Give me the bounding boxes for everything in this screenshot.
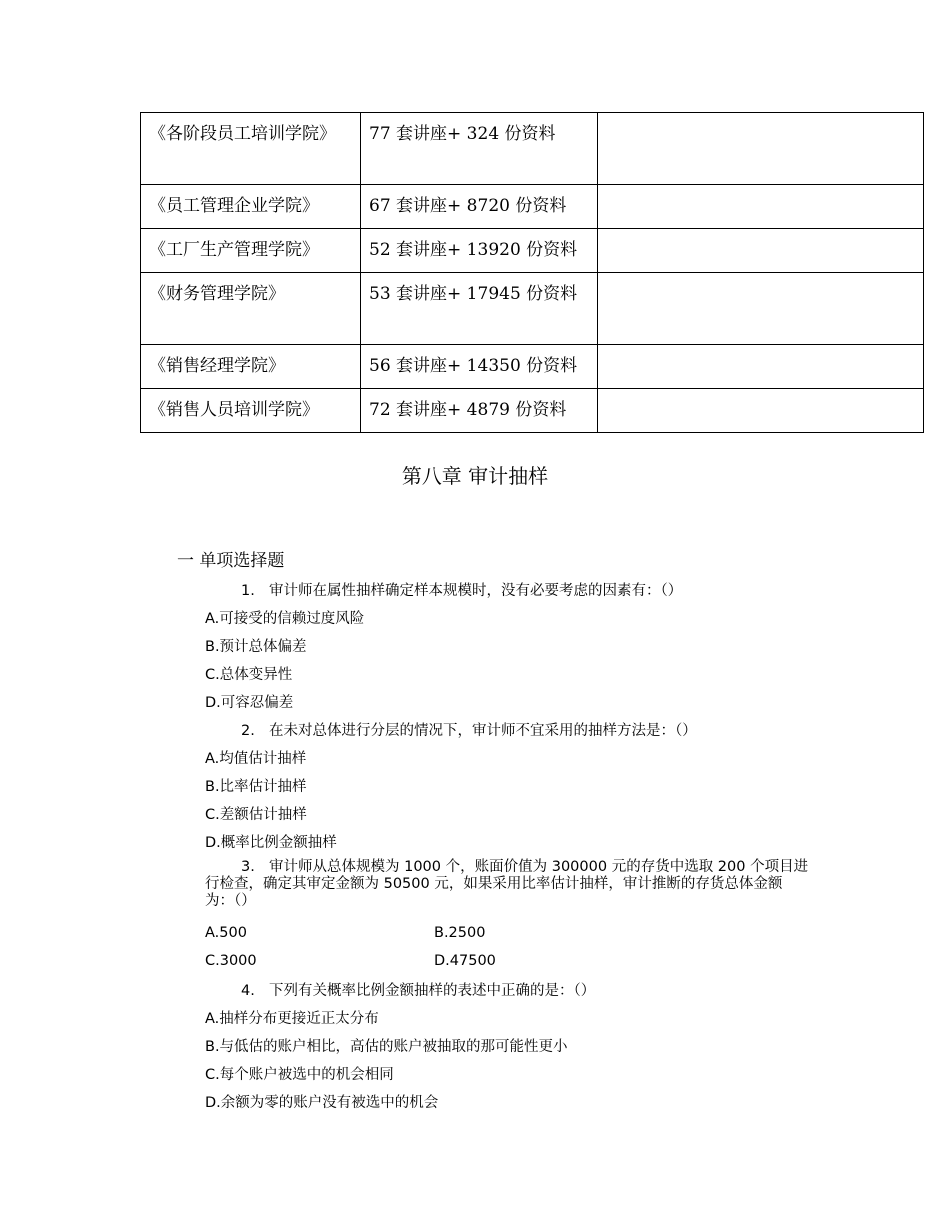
- option-d: D.47500: [434, 953, 496, 969]
- option-c: C.差额估计抽样: [205, 807, 307, 823]
- option-b: B.2500: [434, 925, 486, 941]
- option-a: A.抽样分布更接近正太分布: [205, 1011, 379, 1027]
- table-cell-count: 52 套讲座+ 13920 份资料: [361, 229, 598, 273]
- option-c: C.总体变异性: [205, 667, 293, 683]
- question-text: 审计师从总体规模为 1000 个，账面价值为 300000 元的存货中选取 200 个项目进行检查，确定其审定金额为 50500 元，如果采用比率估计抽样，审计推断的存货总体金额为：（）: [205, 859, 809, 909]
- table-cell-note: [598, 273, 924, 345]
- table-cell-count: 67 套讲座+ 8720 份资料: [361, 185, 598, 229]
- option-b: B.与低估的账户相比，高估的账户被抽取的那可能性更小: [205, 1039, 568, 1055]
- table-cell-note: [598, 113, 924, 185]
- table-cell-count: 77 套讲座+ 324 份资料: [361, 113, 598, 185]
- table-cell-name: 《工厂生产管理学院》: [141, 229, 361, 273]
- table-cell-name: 《销售人员培训学院》: [141, 389, 361, 433]
- question-number: 3.: [241, 859, 255, 875]
- table-cell-name: 《员工管理企业学院》: [141, 185, 361, 229]
- question-number: 2.: [241, 723, 255, 739]
- table-cell-note: [598, 389, 924, 433]
- option-b: B.预计总体偏差: [205, 639, 307, 655]
- option-a: A.可接受的信赖过度风险: [205, 611, 365, 627]
- question-number: 1.: [241, 583, 255, 599]
- table-row: [141, 273, 924, 345]
- resource-table: [140, 112, 924, 433]
- question-text: 在未对总体进行分层的情况下，审计师不宜采用的抽样方法是：（）: [269, 723, 697, 739]
- table-cell-note: [598, 185, 924, 229]
- option-a: A.500: [205, 925, 247, 941]
- option-a: A.均值估计抽样: [205, 751, 307, 767]
- table-row: [141, 113, 924, 185]
- table-cell-note: [598, 229, 924, 273]
- chapter-title: 第八章 审计抽样: [401, 464, 549, 488]
- table-row: [141, 185, 924, 229]
- question-number: 4.: [241, 983, 255, 999]
- table-cell-note: [598, 345, 924, 389]
- option-d: D.余额为零的账户没有被选中的机会: [205, 1095, 439, 1111]
- option-d: D.概率比例金额抽样: [205, 835, 337, 851]
- section-title: 一 单项选择题: [177, 551, 285, 571]
- option-b: B.比率估计抽样: [205, 779, 307, 795]
- table-cell-name: 《各阶段员工培训学院》: [141, 113, 361, 185]
- table-cell-count: 53 套讲座+ 17945 份资料: [361, 273, 598, 345]
- table-cell-count: 56 套讲座+ 14350 份资料: [361, 345, 598, 389]
- table-row: [141, 389, 924, 433]
- question-1: [241, 579, 682, 600]
- question-4: [241, 979, 595, 1000]
- option-c: C.每个账户被选中的机会相同: [205, 1067, 394, 1083]
- table-row: [141, 229, 924, 273]
- table-cell-count: 72 套讲座+ 4879 份资料: [361, 389, 598, 433]
- question-2: [241, 719, 697, 740]
- question-text: 审计师在属性抽样确定样本规模时，没有必要考虑的因素有：（）: [269, 583, 683, 599]
- option-d: D.可容忍偏差: [205, 695, 294, 711]
- table-cell-name: 《财务管理学院》: [141, 273, 361, 345]
- table-row: [141, 345, 924, 389]
- table-cell-name: 《销售经理学院》: [141, 345, 361, 389]
- question-3: [205, 859, 810, 910]
- question-text: 下列有关概率比例金额抽样的表述中正确的是：（）: [269, 983, 596, 999]
- option-c: C.3000: [205, 953, 257, 969]
